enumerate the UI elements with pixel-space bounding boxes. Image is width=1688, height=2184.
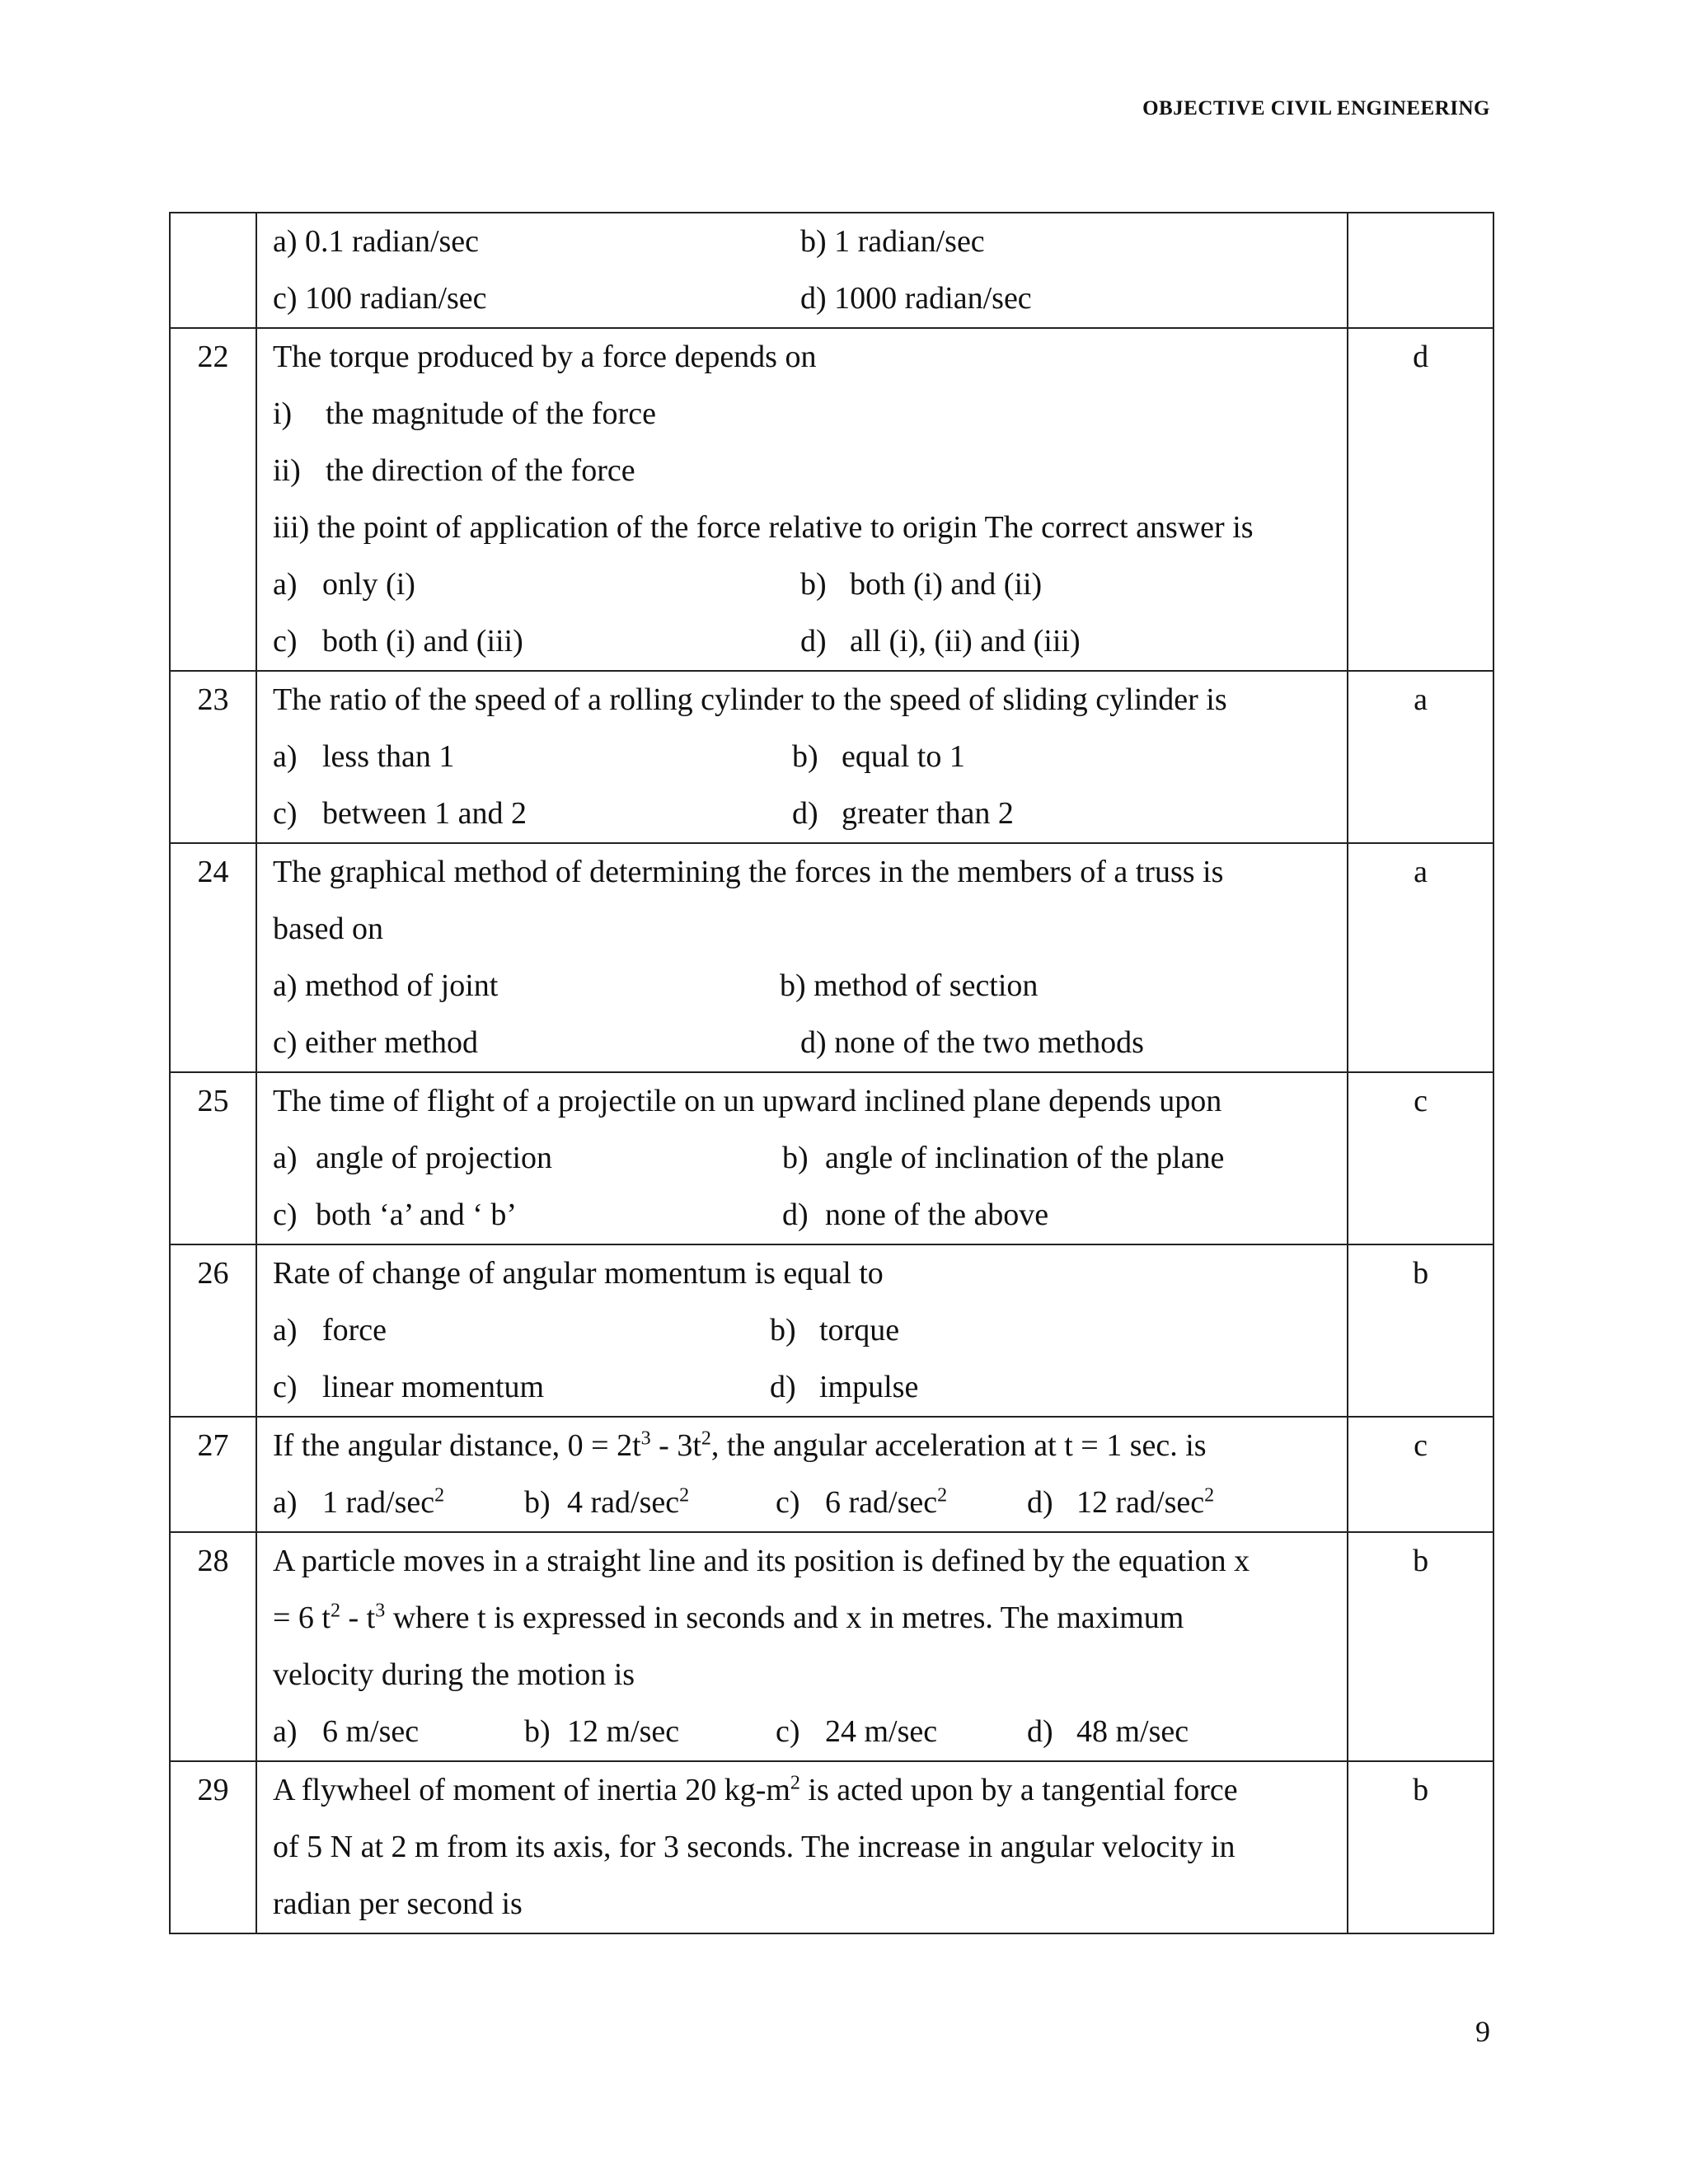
option-a: a) angle of projection bbox=[273, 1141, 553, 1175]
question-cell: The torque produced by a force depends on i) the magnitude of the force ii) the direction of the force iii) the point of application of the force relative to origin The correct answer is a) only (i) b) both (i) and (ii) c) both (i) and (iii) d) all (i), (ii) and (iii) bbox=[256, 328, 1348, 671]
option-c: c) both (i) and (iii) bbox=[273, 624, 523, 658]
option-b: b) 12 m/sec bbox=[524, 1714, 680, 1749]
option-c: c) between 1 and 2 bbox=[273, 796, 527, 831]
question-number: 28 bbox=[170, 1532, 256, 1761]
option-a: a) 6 m/sec bbox=[273, 1714, 420, 1749]
question-number: 29 bbox=[170, 1761, 256, 1933]
option-a: a) force bbox=[273, 1313, 387, 1347]
option-d: d) all (i), (ii) and (iii) bbox=[800, 624, 1081, 658]
table-row bbox=[170, 1761, 1493, 1933]
answer-cell bbox=[1348, 213, 1493, 328]
question-number: 24 bbox=[170, 843, 256, 1072]
option-b: b) torque bbox=[770, 1313, 900, 1347]
option-d: d) none of the above bbox=[782, 1197, 1049, 1232]
answer: d bbox=[1348, 328, 1493, 671]
question-stem: The ratio of the speed of a rolling cylinder to the speed of sliding cylinder is bbox=[273, 682, 1227, 717]
answer: a bbox=[1348, 671, 1493, 843]
question-stem: A flywheel of moment of inertia 20 $kg-m^2$ is acted upon by a tangential force bbox=[273, 1772, 1238, 1807]
option-b: b) equal to 1 bbox=[792, 739, 965, 774]
table-row bbox=[170, 1532, 1493, 1761]
question-cell bbox=[256, 1532, 1348, 1761]
question-cell bbox=[256, 1761, 1348, 1933]
question-number: 25 bbox=[170, 1072, 256, 1244]
answer: b bbox=[1348, 1761, 1493, 1933]
page-number: 9 bbox=[1475, 2015, 1490, 2048]
question-stem: Rate of change of angular momentum is equal to bbox=[273, 1256, 884, 1291]
answer: c bbox=[1348, 1072, 1493, 1244]
question-stem: The time of flight of a projectile on un upward inclined plane depends upon bbox=[273, 1084, 1222, 1118]
answer: b bbox=[1348, 1244, 1493, 1417]
question-number-cell bbox=[170, 213, 256, 328]
option-c: c) 100 radian/sec bbox=[273, 281, 487, 316]
table-row bbox=[170, 1072, 1493, 1244]
answer: a bbox=[1348, 843, 1493, 1072]
running-header: OBJECTIVE CIVIL ENGINEERING bbox=[1142, 97, 1490, 120]
question-cell bbox=[256, 1417, 1348, 1532]
question-stem-cont: velocity during the motion is bbox=[273, 1657, 635, 1692]
table-row bbox=[170, 671, 1493, 843]
question-stem-cont: radian per second is bbox=[273, 1886, 523, 1921]
question-number: 26 bbox=[170, 1244, 256, 1417]
option-d: d) 12 rad/$\sec^2$ bbox=[1027, 1484, 1215, 1520]
option-d: d) none of the two methods bbox=[800, 1025, 1144, 1060]
option-a: a) less than 1 bbox=[273, 739, 455, 774]
table-row bbox=[170, 1417, 1493, 1532]
option-d: d) 1000 radian/sec bbox=[800, 281, 1032, 316]
option-b: b) 4 rad/$\sec^2$ bbox=[524, 1484, 690, 1520]
option-d: d) 48 m/sec bbox=[1027, 1714, 1189, 1749]
question-cell bbox=[256, 1244, 1348, 1417]
question-stem: The torque produced by a force depends on bbox=[273, 340, 817, 374]
table-row bbox=[170, 328, 1493, 671]
question-cell bbox=[256, 671, 1348, 843]
question-number: 23 bbox=[170, 671, 256, 843]
option-a: a) method of joint bbox=[273, 968, 499, 1003]
table-row bbox=[170, 1244, 1493, 1417]
statement-iii: iii) the point of application of the force relative to origin The correct answer is bbox=[273, 510, 1254, 545]
question-stem-cont: based on bbox=[273, 912, 384, 946]
option-b: b) 1 radian/sec bbox=[800, 224, 985, 259]
option-a: a) only (i) bbox=[273, 567, 415, 602]
question-cell bbox=[256, 843, 1348, 1072]
option-c: c) linear momentum bbox=[273, 1370, 545, 1404]
option-d: d) greater than 2 bbox=[792, 796, 1014, 831]
option-a: a) 1 rad/$\sec^2$ bbox=[273, 1484, 445, 1520]
option-c: c) either method bbox=[273, 1025, 479, 1060]
option-d: d) impulse bbox=[770, 1370, 919, 1404]
question-stem-cont: = 6 $t^2 - t^3$ where t is expressed in seconds and x in metres. The maximum bbox=[273, 1600, 1184, 1635]
question-table bbox=[169, 212, 1494, 1934]
question-number: 27 bbox=[170, 1417, 256, 1532]
statement-ii: the direction of the force bbox=[326, 453, 635, 488]
option-a: a) 0.1 radian/sec bbox=[273, 224, 480, 259]
option-c: c) 24 m/sec bbox=[776, 1714, 938, 1749]
question-cell bbox=[256, 213, 1348, 328]
option-b: b) both (i) and (ii) bbox=[800, 567, 1043, 602]
answer: b bbox=[1348, 1532, 1493, 1761]
question-cell bbox=[256, 1072, 1348, 1244]
question-stem: If the angular distance, $0 = 2t^3 - 3t^2$, the angular acceleration at t = 1 sec. is bbox=[273, 1427, 1207, 1463]
answer: c bbox=[1348, 1417, 1493, 1532]
question-stem: A particle moves in a straight line and its position is defined by the equation x bbox=[273, 1544, 1250, 1578]
option-b: b) angle of inclination of the plane bbox=[782, 1141, 1225, 1175]
table-row bbox=[170, 213, 1493, 328]
question-number: 22 bbox=[170, 328, 256, 671]
question-stem: The graphical method of determining the forces in the members of a truss is bbox=[273, 855, 1224, 889]
option-c: c) both ‘a’ and ‘ b’ bbox=[273, 1197, 518, 1232]
statement-i: the magnitude of the force bbox=[326, 396, 656, 431]
option-b: b) method of section bbox=[780, 968, 1039, 1003]
option-c: c) 6 rad/$\sec^2$ bbox=[776, 1484, 948, 1520]
table-row bbox=[170, 843, 1493, 1072]
question-stem-cont: of 5 N at 2 m from its axis, for 3 seconds. The increase in angular velocity in bbox=[273, 1830, 1236, 1864]
